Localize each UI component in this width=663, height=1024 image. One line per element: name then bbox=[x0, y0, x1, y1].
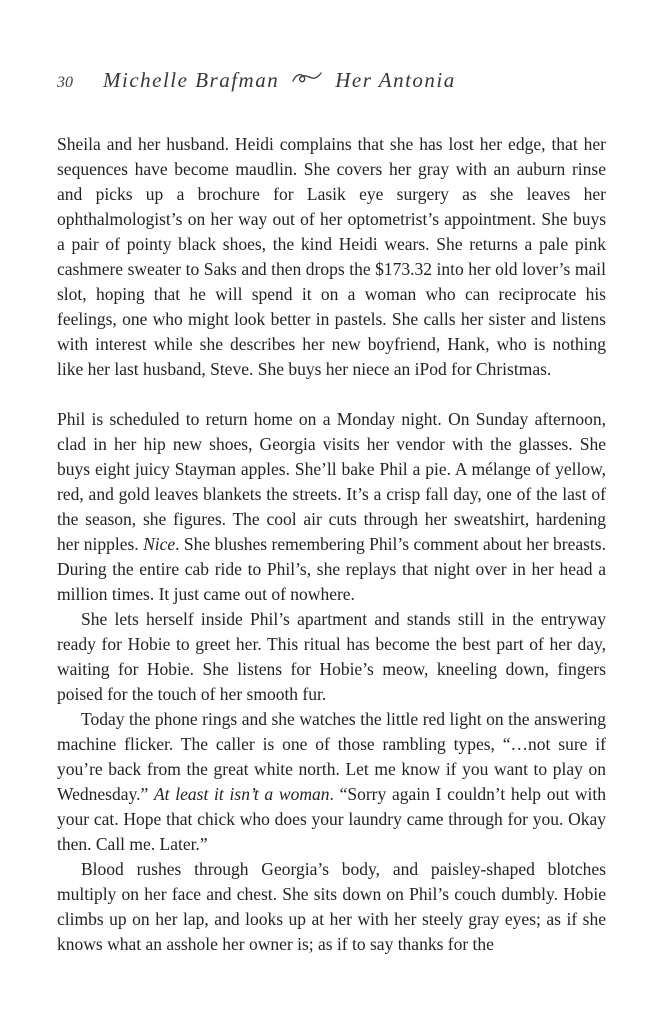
running-header bbox=[57, 68, 606, 93]
paragraph bbox=[57, 857, 606, 957]
text-segment: . “Sorry again I couldn’t help out with your cat. Hope that chick who does your laundry came through for you. Okay then. Call me. Later.” bbox=[57, 784, 607, 854]
text-segment: Today the phone rings and she watches the little red light on the answering machine flicker. The caller is one of those rambling types, “…not sure if you’re back from the great white north. Let me know if you want to play on Wednesday.” bbox=[57, 709, 606, 804]
text-segment: Phil is scheduled to return home on a Monday night. On Sunday afternoon, clad in her hip new shoes, Georgia visits her vendor with the glasses. She buys eight juicy Stayman apples. She’ll bake Phil a pie. A mélange of yellow, red, and gold leaves blankets the streets. It’s a crisp fall day, one of the last of the season, she figures. The cool air cuts through her sweatshirt, hardening her nipples. bbox=[57, 409, 606, 554]
paragraph bbox=[57, 607, 606, 707]
paragraph bbox=[57, 132, 606, 382]
italic-text-segment: Nice bbox=[143, 534, 176, 554]
italic-text-segment: At least it isn’t a woman bbox=[153, 784, 330, 804]
paragraph bbox=[57, 407, 606, 607]
fleuron-swash-icon bbox=[292, 71, 322, 90]
page-body bbox=[57, 132, 606, 957]
text-segment: She lets herself inside Phil’s apartment and stands still in the entryway ready for Hobie to greet her. This ritual has become the best part of her day, waiting for Hobie. She listens for Hobie’s meow, kneeling down, fingers poised for the touch of her smooth fur. bbox=[57, 609, 606, 704]
running-header-author: Michelle Brafman bbox=[103, 68, 280, 92]
text-segment: Blood rushes through Georgia’s body, and paisley-shaped blotches multiply on her face and chest. She sits down on Phil’s couch dumbly. Hobie climbs up on her lap, and looks up at her with her steely gray eyes; as if she knows what an asshole her owner is; as if to say thanks for the bbox=[57, 859, 606, 954]
text-segment: . She blushes remembering Phil’s comment about her breasts. During the entire cab ride to Phil’s, she replays that night over in her head a million times. It just came out of nowhere. bbox=[57, 534, 606, 604]
text-segment: Sheila and her husband. Heidi complains that she has lost her edge, that her sequences have become maudlin. She covers her gray with an auburn rinse and picks up a brochure for Lasik eye surgery as she leaves her ophthalmologist’s on her way out of her optometrist’s appointment. She buys a pair of pointy black shoes, the kind Heidi wears. She returns a pale pink cashmere sweater to Saks and then drops the $173.32 into her old lover’s mail slot, hoping that he will spend it on a woman who can reciprocate his feelings, one who might look better in pastels. She calls her sister and listens with interest while she describes her new boyfriend, Hank, who is nothing like her last husband, Steve. She buys her niece an iPod for Christmas. bbox=[57, 134, 606, 379]
running-header-title: Her Antonia bbox=[335, 68, 456, 92]
page-number: 30 bbox=[57, 74, 73, 91]
paragraph bbox=[57, 707, 606, 857]
